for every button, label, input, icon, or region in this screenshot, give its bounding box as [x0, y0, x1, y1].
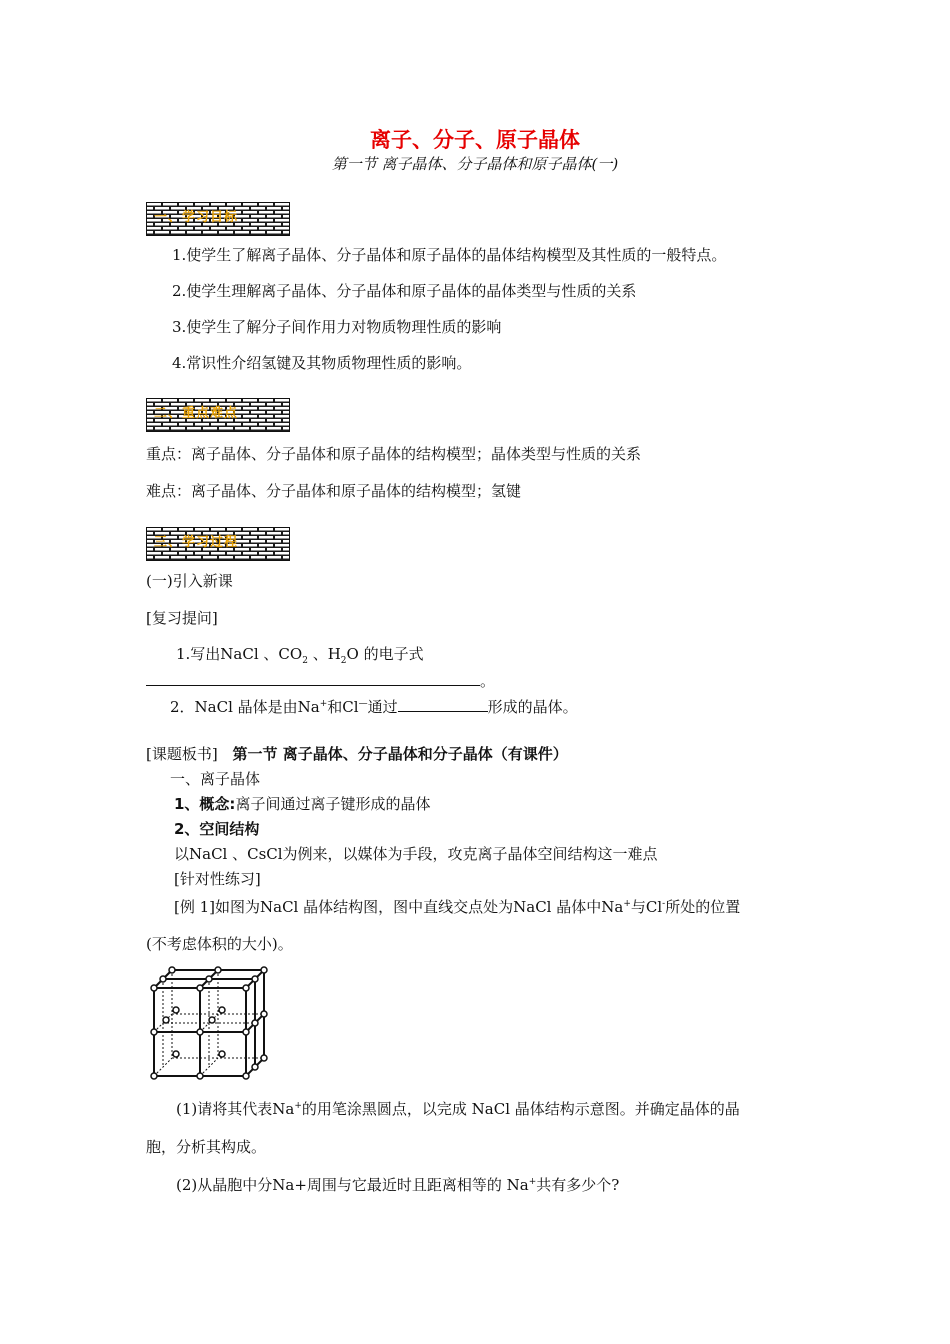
blank-line[interactable] — [146, 671, 480, 686]
q2-text: 通过 — [367, 698, 398, 716]
q-1-text: 的用笔涂黑圆点，以完成 NaCl 晶体结构示意图。并确定晶体的晶 — [301, 1100, 740, 1118]
q-2-text: 共有多少个? — [536, 1176, 620, 1194]
goal-item: 1.使学生了解离子晶体、分子晶体和原子晶体的晶体结构模型及其性质的一般特点。 — [172, 246, 727, 264]
q1-end: 。 — [480, 672, 496, 690]
difficult-point: 难点：离子晶体、分子晶体和原子晶体的结构模型；氢键 — [146, 482, 522, 500]
q2-text: 2．NaCl 晶体是由Na — [170, 698, 320, 716]
goal-item: 4.常识性介绍氢键及其物质物理性质的影响。 — [172, 354, 472, 372]
brick-banner-keypoints — [146, 398, 290, 432]
question-1 — [176, 1096, 740, 1119]
q1-text: O 的电子式 — [346, 645, 424, 663]
concept-text: 离子间通过离子键形成的晶体 — [235, 795, 431, 813]
q2-text: 形成的晶体。 — [487, 698, 578, 716]
concept-label: 1、概念: — [174, 795, 236, 813]
page-subtitle: 第一节 离子晶体、分子晶体和原子晶体(一) — [331, 155, 619, 173]
question-1-cont: 胞，分析其构成。 — [146, 1138, 267, 1156]
q1-text: 1.写出NaCl 、CO — [176, 645, 303, 663]
q-1-text: (1)请将其代表Na — [176, 1100, 295, 1118]
ex1-text: 所处的位置 — [665, 898, 741, 916]
board-line — [146, 744, 568, 764]
question-2 — [176, 1172, 619, 1195]
nacl-lattice-figure — [146, 964, 276, 1088]
ex1-text: 与Cl — [630, 898, 663, 916]
banner-label: 三、学习过程 — [154, 535, 239, 550]
example-1 — [174, 894, 740, 917]
q-1-sup: + — [294, 1101, 302, 1111]
part-heading: 一、离子晶体 — [170, 770, 261, 788]
banner-label: 一、学习目标 — [154, 210, 239, 225]
q2-text: 和Cl — [327, 698, 359, 716]
goal-item: 3.使学生了解分子间作用力对物质物理性质的影响 — [172, 318, 502, 336]
review-question-1 — [176, 644, 424, 671]
q2-sup: + — [319, 699, 328, 709]
q1-sub: 2 — [340, 656, 347, 666]
board-label: [课题板书] — [146, 745, 218, 763]
q1-text: 、H — [307, 645, 341, 663]
q2-sup: — — [358, 699, 368, 709]
ex1-text: [例 1]如图为NaCl 晶体结构图，图中直线交点处为NaCl 晶体中Na — [174, 898, 624, 916]
structure-heading: 2、空间结构 — [174, 820, 260, 838]
key-point: 重点：离子晶体、分子晶体和原子晶体的结构模型；晶体类型与性质的关系 — [146, 445, 642, 463]
nacl-lattice-diagram — [146, 964, 276, 1084]
concept-line — [174, 794, 430, 814]
q-2-sup: + — [528, 1177, 537, 1187]
practice-heading: [针对性练习] — [174, 870, 261, 888]
board-title: 第一节 离子晶体、分子晶体和分子晶体（有课件） — [232, 745, 568, 763]
goal-item: 2.使学生理解离子晶体、分子晶体和原子晶体的晶体类型与性质的关系 — [172, 282, 637, 300]
banner-label: 二、重点难点 — [154, 406, 239, 421]
q-2-text: (2)从晶胞中分Na+周围与它最近时且距离相等的 Na — [176, 1176, 529, 1194]
blank-line[interactable] — [398, 697, 488, 712]
brick-banner-goals — [146, 202, 290, 236]
page-title: 离子、分子、原子晶体 — [370, 128, 580, 152]
review-question-2 — [170, 694, 578, 717]
ex1-sup: + — [623, 899, 631, 909]
ex1-sup: - — [662, 899, 666, 909]
review-heading: [复习提问] — [146, 609, 218, 627]
intro-heading: (一)引入新课 — [146, 572, 233, 590]
answer-line-1 — [146, 671, 495, 691]
q1-sub: 2 — [302, 656, 308, 666]
example-1-cont: (不考虑体积的大小)。 — [146, 935, 293, 953]
structure-text: 以NaCl 、CsCl为例来，以媒体为手段，攻克离子晶体空间结构这一难点 — [174, 845, 658, 863]
brick-banner-process — [146, 527, 290, 561]
